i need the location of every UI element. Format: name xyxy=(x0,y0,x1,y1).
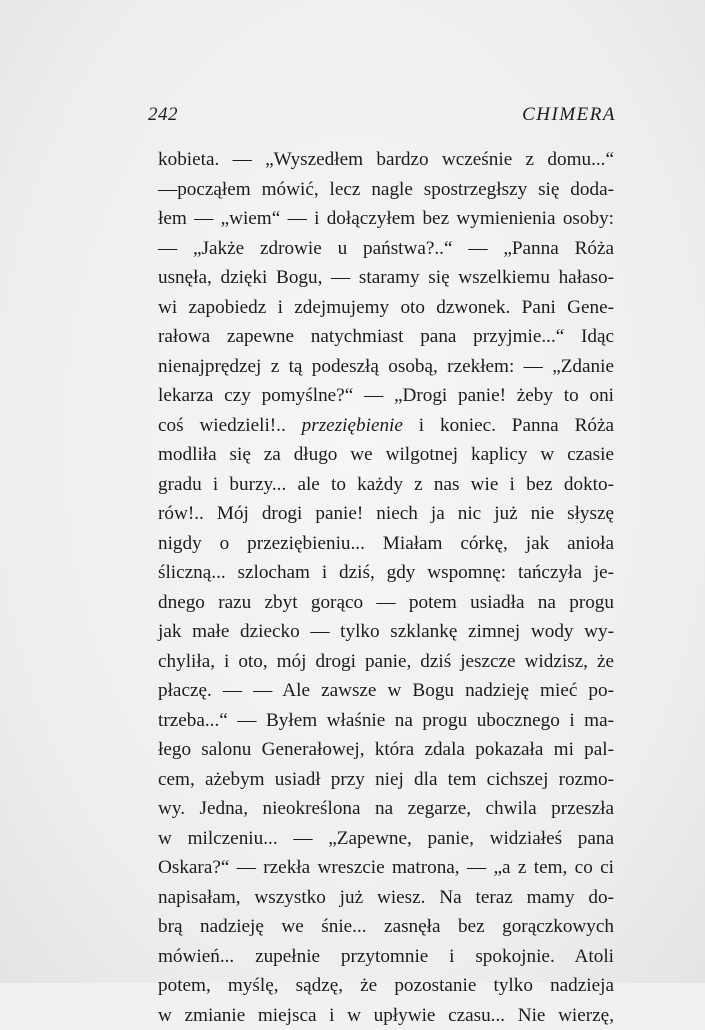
text-line: rałowa zapewne natychmiast pana przyjmie...“ Idąc xyxy=(158,322,614,352)
text-line: kobieta. — „Wyszedłem bardzo wcześnie z domu...“ xyxy=(158,145,614,175)
text-line: chyliła, i oto, mój drogi panie, dziś jeszcze widzisz, że xyxy=(158,647,614,677)
text-line: — „Jakże zdrowie u państwa?..“ — „Panna Róża xyxy=(158,234,614,264)
text-line: w milczeniu... — „Zapewne, panie, widziałeś pana xyxy=(158,824,614,854)
text-line: łem — „wiem“ — i dołączyłem bez wymienienia osoby: xyxy=(158,204,614,234)
text-line: potem, myślę, sądzę, że pozostanie tylko nadzieja xyxy=(158,971,614,1001)
page-header xyxy=(148,104,618,134)
text-segment: coś wiedzieli!.. xyxy=(158,415,286,436)
text-segment: i koniec. Panna Róża xyxy=(403,415,614,436)
body-text xyxy=(158,145,614,1030)
text-line: cem, ażebym usiadł przy niej dla tem cichszej rozmo- xyxy=(158,765,614,795)
text-line: —począłem mówić, lecz nagle spostrzegłszy się doda- xyxy=(158,175,614,205)
text-line: trzeba...“ — Byłem właśnie na progu ubocznego i ma- xyxy=(158,706,614,736)
text-line: wy. Jedna, nieokreślona na zegarze, chwila przeszła xyxy=(158,794,614,824)
text-line: wi zapobiedz i zdejmujemy oto dzwonek. Pani Gene- xyxy=(158,293,614,323)
text-line: śliczną... szlocham i dziś, gdy wspomnę: tańczyła je- xyxy=(158,558,614,588)
page-number: 242 xyxy=(148,104,178,126)
text-line: dnego razu zbyt gorąco — potem usiadła na progu xyxy=(158,588,614,618)
text-line: jak małe dziecko — tylko szklankę zimnej wody wy- xyxy=(158,617,614,647)
text-line-with-italic xyxy=(158,411,614,441)
text-line: w zmianie miejsca i w upływie czasu... Nie wierzę, xyxy=(158,1001,614,1030)
text-line: napisałam, wszystko już wiesz. Na teraz mamy do- xyxy=(158,883,614,913)
text-line: łego salonu Generałowej, która zdala pokazała mi pal- xyxy=(158,735,614,765)
text-line: mówień... zupełnie przytomnie i spokojnie. Atoli xyxy=(158,942,614,972)
text-line: brą nadzieję we śnie... zasnęła bez gorączkowych xyxy=(158,912,614,942)
text-line: rów!.. Mój drogi panie! niech ja nic już nie słyszę xyxy=(158,499,614,529)
text-line: nienajprędzej z tą podeszłą osobą, rzekłem: — „Zdanie xyxy=(158,352,614,382)
text-line: gradu i burzy... ale to każdy z nas wie i bez dokto- xyxy=(158,470,614,500)
text-line: modliła się za długo we wilgotnej kaplicy w czasie xyxy=(158,440,614,470)
text-line: nigdy o przeziębieniu... Miałam córkę, jak anioła xyxy=(158,529,614,559)
italic-word: przeziębienie xyxy=(302,415,403,436)
text-line: usnęła, dzięki Bogu, — staramy się wszelkiemu hałaso- xyxy=(158,263,614,293)
text-line: Oskara?“ — rzekła wreszcie matrona, — „a z tem, co ci xyxy=(158,853,614,883)
running-title: CHIMERA xyxy=(522,104,616,126)
text-line: płaczę. — — Ale zawsze w Bogu nadzieję mieć po- xyxy=(158,676,614,706)
text-line: lekarza czy pomyślne?“ — „Drogi panie! żeby to oni xyxy=(158,381,614,411)
